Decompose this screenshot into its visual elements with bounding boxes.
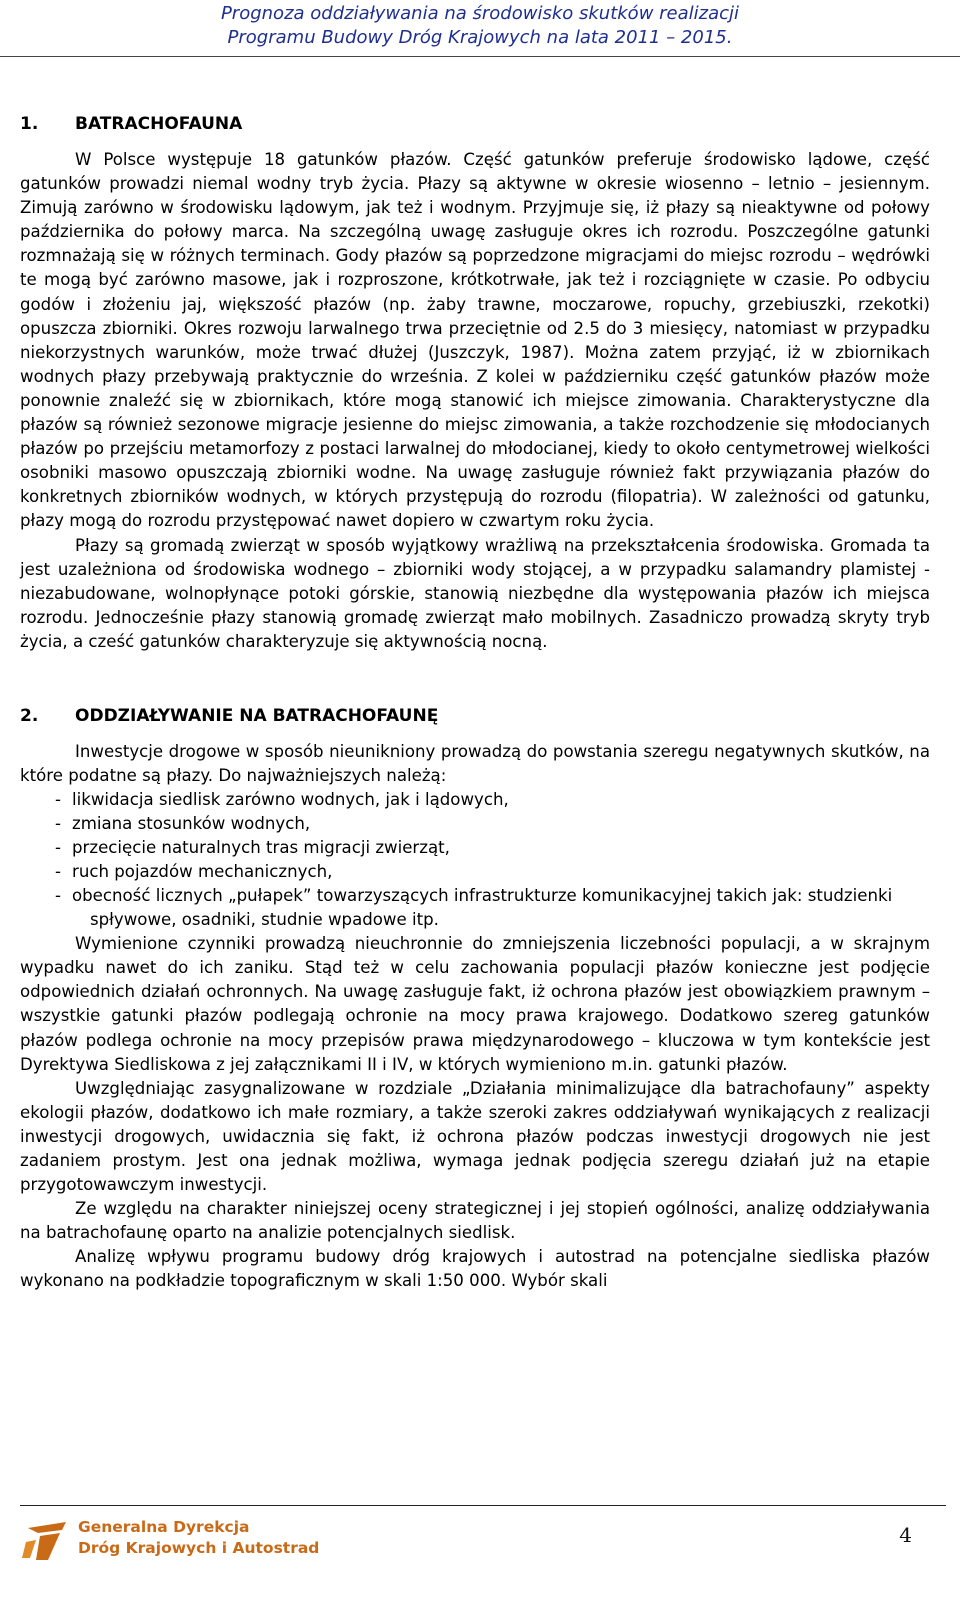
section-1-number: 1. <box>20 114 39 134</box>
list-item: - obecność licznych „pułapek” towarzyszących infrastrukturze komunikacyjnej takich jak: studzienki spływowe, osadniki, studnie wpadowe itp. <box>55 886 893 930</box>
gddkia-logo <box>20 1516 320 1564</box>
section-2-heading <box>20 704 930 728</box>
page-number: 4 <box>899 1523 912 1547</box>
section-2-paragraph: Uwzględniając zasygnalizowane w rozdziale „Działania minimalizujące dla batrachofauny” aspekty ekologii płazów, dodatkowo ich małe rozmiary, a także szeroki zakres oddziaływań wynikających z realizacji inwestycji drogowych, uwidacznia się fakt, iż ochrona płazów podczas inwestycji drogowych nie jest zadaniem prostym. Jest ona jednak możliwa, wymaga jednak podjęcia szeregu działań już na etapie przygotowawczym inwestycji. <box>20 1078 930 1195</box>
section-2-paragraph: Ze względu na charakter niniejszej oceny strategicznej i jej stopień ogólności, analizę oddziaływania na batrachofaunę oparto na analizie potencjalnych siedlisk. <box>20 1199 930 1243</box>
list-item: - likwidacja siedlisk zarówno wodnych, jak i lądowych, <box>55 790 509 810</box>
logo-text <box>78 1517 319 1559</box>
header-line-2: Programu Budowy Dróg Krajowych na lata 2011 – 2015. <box>227 27 733 48</box>
header-line-1: Prognoza oddziaływania na środowisko skutków realizacji <box>220 3 740 24</box>
gddkia-logo-icon <box>22 1518 72 1564</box>
list-item: - przecięcie naturalnych tras migracji zwierząt, <box>55 838 450 858</box>
section-1-heading <box>20 112 930 136</box>
logo-line-1: Generalna Dyrekcja <box>78 1518 250 1536</box>
section-2-title: ODDZIAŁYWANIE NA BATRACHOFAUNĘ <box>75 705 439 726</box>
section-1-title: BATRACHOFAUNA <box>75 114 243 134</box>
list-item: - ruch pojazdów mechanicznych, <box>55 862 333 882</box>
section-1-paragraph: Płazy są gromadą zwierząt w sposób wyjątkowy wrażliwą na przekształcenia środowiska. Gromada ta jest uzależniona od środowiska wodnego – zbiorniki wody stojącej, a w przypadku salamandry plamistej - niezabudowane, wolnopłynące potoki górskie, stanowią niezbędne dla występowania płazów ich miejsca rozrodu. Jednocześnie płazy stanowią gromadę zwierząt mało mobilnych. Zasadniczo prowadzą skryty tryb życia, a cześć gatunków charakteryzuje się aktywnością nocną. <box>20 535 930 651</box>
header-divider <box>0 56 960 57</box>
list-item: - zmiana stosunków wodnych, <box>55 814 311 834</box>
logo-line-2: Dróg Krajowych i Autostrad <box>78 1539 320 1557</box>
page-content <box>20 112 930 1294</box>
section-2-paragraph: Analizę wpływu programu budowy dróg krajowych i autostrad na potencjalne siedliska płazów wykonano na podkładzie topograficznym w skali 1:50 000. Wybór skali <box>20 1247 930 1291</box>
section-2-paragraph: Wymienione czynniki prowadzą nieuchronnie do zmniejszenia liczebności populacji, a w skrajnym wypadku nawet do ich zaniku. Stąd też w celu zachowania populacji płazów konieczne jest podjęcie odpowiednich działań ochronnych. Na uwagę zasługuje fakt, iż ochrona płazów jest obowiązkiem prawnym – wszystkie gatunki płazów podlegają ochronie na mocy prawa krajowego. Dodatkowo szereg gatunków płazów podlega ochronie na mocy przepisów prawa międzynarodowego – kluczowa w tym kontekście jest Dyrektywa Siedliskowa z jej załącznikami II i IV, w których wymieniono m.in. gatunki płazów. <box>20 934 930 1074</box>
section-2-number: 2. <box>20 705 39 726</box>
footer-divider <box>20 1505 946 1506</box>
section-1-paragraph: W Polsce występuje 18 gatunków płazów. Część gatunków preferuje środowisko lądowe, część gatunków prowadzi niemal wodny tryb życia. Płazy są aktywne w okresie wiosenno – letnio – jesiennym. Zimują zarówno w środowisku lądowym, jak też i wodnym. Przyjmuje się, iż płazy są nieaktywne od połowy października do połowy marca. Na szczególną uwagę zasługuje okres ich rozrodu. Poszczególne gatunki rozmnażają się w różnych terminach. Gody płazów są poprzedzone migracjami do miejsc rozrodu – wędrówki te mogą być zarówno masowe, jak i rozproszone, krótkotrwałe, jak też i rozciągnięte w czasie. Po odbyciu godów i złożeniu jaj, większość płazów (np. żaby trawne, moczarowe, ropuchy, grzebiuszki, rzekotki) opuszcza zbiorniki. Okres rozwoju larwalnego trwa przeciętnie od 2.5 do 3 miesięcy, natomiast w przypadku niekorzystnych warunków, może trwać dłużej (Juszczyk, 1987). Można zatem przyjąć, iż w zbiornikach wodnych płazy przebywają praktycznie do września. Z kolei w październiku część gatunków płazów może ponownie znaleźć się w zbiornikach, które mogą stanowić ich miejsce zimowania. Charakterystyczne dla płazów są również sezonowe migracje jesienne do miejsc zimowania, a także rozchodzenie się młodocianych płazów po przejściu metamorfozy z postaci larwalnej do młodocianej, kiedy to około centymetrowej wielkości osobniki masowo opuszczają zbiorniki wodne. Na uwagę zasługuje również fakt przywiązania płazów do konkretnych zbiorników wodnych, w których przystępują do rozrodu (filopatria). W zależności od gatunku, płazy mogą do rozrodu przystępować nawet dopiero w czwartym roku życia. <box>20 150 930 531</box>
section-2-intro: Inwestycje drogowe w sposób nieunikniony prowadzą do powstania szeregu negatywnych skutków, na które podatne są płazy. Do najważniejszych należą: <box>20 741 930 786</box>
impact-list <box>20 788 930 932</box>
running-header <box>0 2 960 50</box>
